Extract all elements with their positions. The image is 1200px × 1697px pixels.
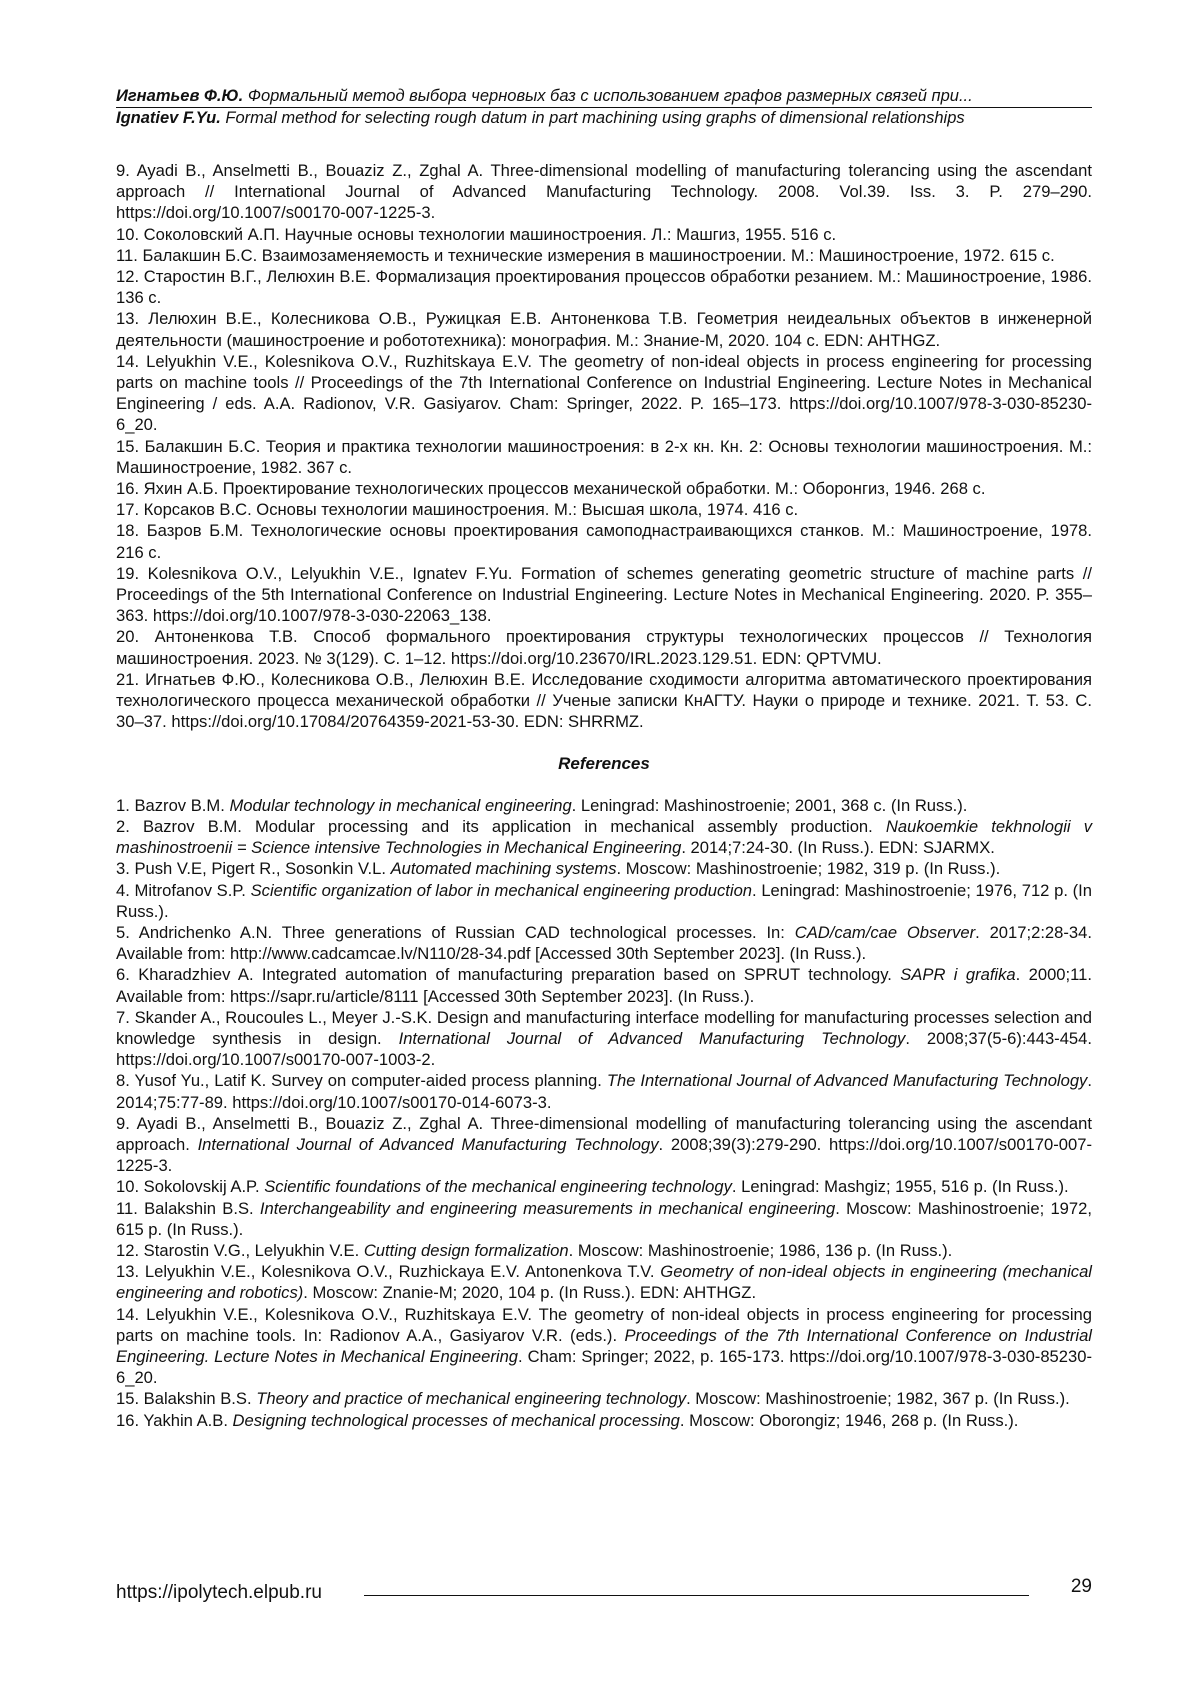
reference-details: . Moscow: Oborongiz; 1946, 268 p. (In Russ.).	[679, 1410, 1019, 1430]
reference-item	[116, 1304, 1092, 1389]
reference-text: 13. Lelyukhin V.E., Kolesnikova O.V., Ruzhickaya E.V. Antonenkova T.V.	[116, 1262, 661, 1282]
reference-details: . 2008;39(3):279-290. https://doi.org/10.1007/s00170-007-1225-3.	[116, 1134, 1092, 1176]
reference-item: 13. Лелюхин В.Е., Колесникова О.В., Ружицкая Е.В. Антоненкова Т.В. Геометрия неидеальных объектов в инженерной деятельности (машиностроение и робототехника): монография. М.: Знание-М, 2020. 104 с. EDN: AHTHGZ.	[116, 309, 1092, 350]
reference-item	[116, 880, 1092, 922]
running-header	[116, 86, 1092, 129]
reference-details: . Moscow: Znanie-M; 2020, 104 p. (In Russ.). EDN: AHTHGZ.	[303, 1283, 757, 1303]
page-number: 29	[1070, 1576, 1092, 1597]
reference-item	[116, 1240, 1092, 1261]
reference-item: 16. Яхин А.Б. Проектирование технологических процессов механической обработки. М.: Оборонгиз, 1946. 268 с.	[116, 479, 986, 499]
reference-text: 4. Mitrofanov S.P.	[116, 880, 251, 900]
reference-details: . Moscow: Mashinostroenie; 1982, 367 p. (In Russ.).	[686, 1389, 1070, 1409]
header-ru-authors: Игнатьев Ф.Ю.	[116, 87, 244, 105]
reference-source-title: Theory and practice of mechanical engineering technology	[256, 1389, 687, 1409]
footer-rule	[364, 1595, 1029, 1596]
reference-text: 15. Balakshin B.S.	[116, 1389, 257, 1409]
reference-source-title: Interchangeability and engineering measurements in mechanical engineering	[259, 1198, 836, 1218]
reference-source-title: Designing technological processes of mechanical processing	[232, 1410, 680, 1430]
reference-item	[116, 1410, 1092, 1431]
reference-source-title: Proceedings of the 7th International Conference on Industrial Engineering. Lecture Notes in Mechanical Engineering	[116, 1325, 1092, 1366]
reference-item: 18. Базров Б.М. Технологические основы проектирования самоподнастраивающихся станков. М.: Машиностроение, 1978. 216 с.	[116, 521, 1092, 562]
reference-source-title: International Journal of Advanced Manufacturing Technology	[398, 1028, 906, 1048]
reference-text: 11. Balakshin B.S.	[116, 1198, 260, 1218]
reference-item: 14. Lelyukhin V.E., Kolesnikova O.V., Ruzhitskaya E.V. The geometry of non-ideal objects in process engineering for processing parts on machine tools // Proceedings of the 7th International Conference on Industrial Engineering. Lecture Notes in Mechanical Engineering / eds. A.A. Radionov, V.R. Gasiyarov. Cham: Springer, 2022. P. 165–173. https://doi.org/10.1007/978-3-030-85230-6_20.	[116, 351, 1092, 435]
reference-details: . Moscow: Mashinostroenie; 1982, 319 p. (In Russ.).	[616, 859, 1001, 879]
reference-item: 19. Kolesnikova O.V., Lelyukhin V.E., Ignatev F.Yu. Formation of schemes generating geometric structure of machine parts // Proceedings of the 5th International Conference on Industrial Engineering. Lecture Notes in Mechanical Engineering. 2020. P. 355–363. https://doi.org/10.1007/978-3-030-22063_138.	[116, 563, 1092, 626]
reference-item	[116, 1176, 1092, 1197]
header-ru-title: Формальный метод выбора черновых баз с использованием графов размерных связей при...	[247, 87, 973, 105]
english-reference-list	[116, 795, 1092, 1431]
reference-source-title: Automated machining systems	[390, 859, 617, 879]
reference-text: 16. Yakhin A.B.	[116, 1410, 233, 1430]
reference-source-title: Scientific foundations of the mechanical engineering technology	[264, 1177, 732, 1197]
reference-text: 8. Yusof Yu., Latif K. Survey on computer-aided process planning.	[116, 1071, 607, 1091]
reference-source-title: SAPR i grafika	[900, 965, 1016, 985]
reference-text: 10. Sokolovskij A.P.	[116, 1177, 265, 1197]
reference-item	[116, 1070, 1092, 1112]
reference-source-title: Modular technology in mechanical engineering	[229, 795, 572, 815]
reference-content	[116, 160, 1092, 1431]
reference-details: . Moscow: Mashinostroenie; 1986, 136 p. (In Russ.).	[568, 1240, 953, 1260]
reference-details: . 2008;37(5-6):443-454. https://doi.org/10.1007/s00170-007-1003-2.	[116, 1028, 1092, 1070]
reference-details: . Leningrad: Mashinostroenie; 1976, 712 p. (In Russ.).	[116, 880, 1092, 921]
reference-details: . Leningrad: Mashgiz; 1955, 516 p. (In Russ.).	[731, 1177, 1069, 1197]
reference-text: 7. Skander A., Roucoules L., Meyer J.-S.K. Design and manufacturing interface modelling for manufacturing processes selection and knowledge synthesis in design.	[116, 1007, 1092, 1048]
reference-item	[116, 922, 1092, 964]
reference-source-title: CAD/cam/cae Observer	[794, 922, 976, 942]
reference-item	[116, 1388, 1092, 1409]
reference-item	[116, 1198, 1092, 1240]
reference-details: . Leningrad: Mashinostroenie; 2001, 368 c. (In Russ.).	[571, 795, 968, 815]
page-footer	[116, 1576, 1092, 1606]
header-en-line	[116, 108, 1092, 129]
reference-source-title: Naukoemkie tekhnologii v mashinostroenii = Science intensive Technologies in Mechanical Engineering	[116, 816, 1092, 858]
reference-text: 2. Bazrov B.M. Modular processing and its application in mechanical assembly production.	[116, 816, 886, 836]
reference-details: . 2017;2:28-34. Available from: http://www.cadcamcae.lv/N110/28-34.pdf [Accessed 30th September 2023]. (In Russ.).	[116, 922, 1092, 964]
reference-text: 12. Starostin V.G., Lelyukhin V.E.	[116, 1240, 364, 1260]
header-ru-line	[116, 86, 1092, 107]
reference-source-title: The International Journal of Advanced Manufacturing Technology	[606, 1071, 1088, 1091]
journal-url[interactable]: https://ipolytech.elpub.ru	[116, 1582, 322, 1603]
header-en-authors: Ignatiev F.Yu.	[116, 109, 221, 127]
reference-item	[116, 795, 1092, 816]
reference-text: 1. Bazrov B.M.	[116, 795, 230, 815]
reference-item	[116, 1261, 1092, 1303]
reference-text: 6. Kharadzhiev A. Integrated automation of manufacturing preparation based on SPRUT technology.	[116, 965, 901, 985]
reference-item: 21. Игнатьев Ф.Ю., Колесникова О.В., Лелюхин В.Е. Исследование сходимости алгоритма автоматического проектирования технологического процесса механической обработки // Ученые записки КнАГТУ. Науки о природе и технике. 2021. Т. 53. С. 30–37. https://doi.org/10.17084/20764359-2021-53-30. EDN: SHRRMZ.	[116, 669, 1092, 732]
reference-source-title: Scientific organization of labor in mechanical engineering production	[250, 880, 753, 900]
russian-reference-list	[116, 160, 1092, 732]
reference-details: . 2014;7:24-30. (In Russ.). EDN: SJARMX.	[681, 838, 995, 858]
reference-item: 12. Старостин В.Г., Лелюхин В.Е. Формализация проектирования процессов обработки резанием. М.: Машиностроение, 1986. 136 с.	[116, 267, 1092, 308]
reference-details: . 2014;75:77-89. https://doi.org/10.1007/s00170-014-6073-3.	[116, 1071, 1092, 1112]
reference-text: 14. Lelyukhin V.E., Kolesnikova O.V., Ruzhitskaya E.V. The geometry of non-ideal objects in process engineering for processing parts on machine tools. In: Radionov A.A., Gasiyarov V.R. (eds.).	[116, 1304, 1092, 1345]
reference-item	[116, 964, 1092, 1006]
reference-item	[116, 858, 1092, 879]
references-heading: References	[558, 754, 650, 774]
reference-item	[116, 1113, 1092, 1177]
reference-item: 9. Ayadi B., Anselmetti B., Bouaziz Z., Zghal A. Three-dimensional modelling of manufacturing tolerancing using the ascendant approach // International Journal of Advanced Manufacturing Technology. 2008. Vol.39. Iss. 3. P. 279–290. https://doi.org/10.1007/s00170-007-1225-3.	[116, 161, 1092, 223]
reference-details: . Cham: Springer; 2022, p. 165-173. https://doi.org/10.1007/978-3-030-85230-6_20.	[116, 1346, 1092, 1388]
reference-details: . Moscow: Mashinostroenie; 1972, 615 p. (In Russ.).	[116, 1198, 1092, 1239]
reference-item	[116, 816, 1092, 858]
reference-text: 3. Push V.E, Pigert R., Sosonkin V.L.	[116, 859, 391, 879]
header-en-title: Formal method for selecting rough datum in part machining using graphs of dimensional relationships	[225, 109, 965, 127]
reference-item: 11. Балакшин Б.С. Взаимозаменяемость и технические измерения в машиностроении. М.: Машиностроение, 1972. 615 с.	[116, 245, 1055, 265]
reference-item: 15. Балакшин Б.С. Теория и практика технологии машиностроения: в 2-х кн. Кн. 2: Основы технологии машиностроения. М.: Машиностроение, 1982. 367 с.	[116, 436, 1092, 477]
reference-details: . 2000;11. Available from: https://sapr.ru/article/8111 [Accessed 30th September 2023]. (In Russ.).	[116, 965, 1092, 1006]
reference-item: 17. Корсаков В.С. Основы технологии машиностроения. М.: Высшая школа, 1974. 416 с.	[116, 500, 799, 520]
reference-text: 5. Andrichenko A.N. Three generations of Russian CAD technological processes. In:	[116, 922, 795, 942]
reference-item: 10. Соколовский А.П. Научные основы технологии машиностроения. Л.: Машгиз, 1955. 516 с.	[116, 224, 837, 244]
reference-item: 20. Антоненкова Т.В. Способ формального проектирования структуры технологических процессов // Технология машиностроения. 2023. № 3(129). С. 1–12. https://doi.org/10.23670/IRL.2023.129.51. EDN: QPTVMU.	[116, 627, 1092, 668]
reference-text: 9. Ayadi B., Anselmetti B., Bouaziz Z., Zghal A. Three-dimensional modelling of manufacturing tolerancing using the ascendant approach.	[116, 1113, 1092, 1154]
reference-item	[116, 1007, 1092, 1071]
reference-source-title: Cutting design formalization	[363, 1240, 569, 1260]
reference-source-title: Geometry of non-ideal objects in engineering (mechanical engineering and robotics)	[116, 1262, 1092, 1303]
reference-source-title: International Journal of Advanced Manufacturing Technology	[197, 1134, 659, 1154]
